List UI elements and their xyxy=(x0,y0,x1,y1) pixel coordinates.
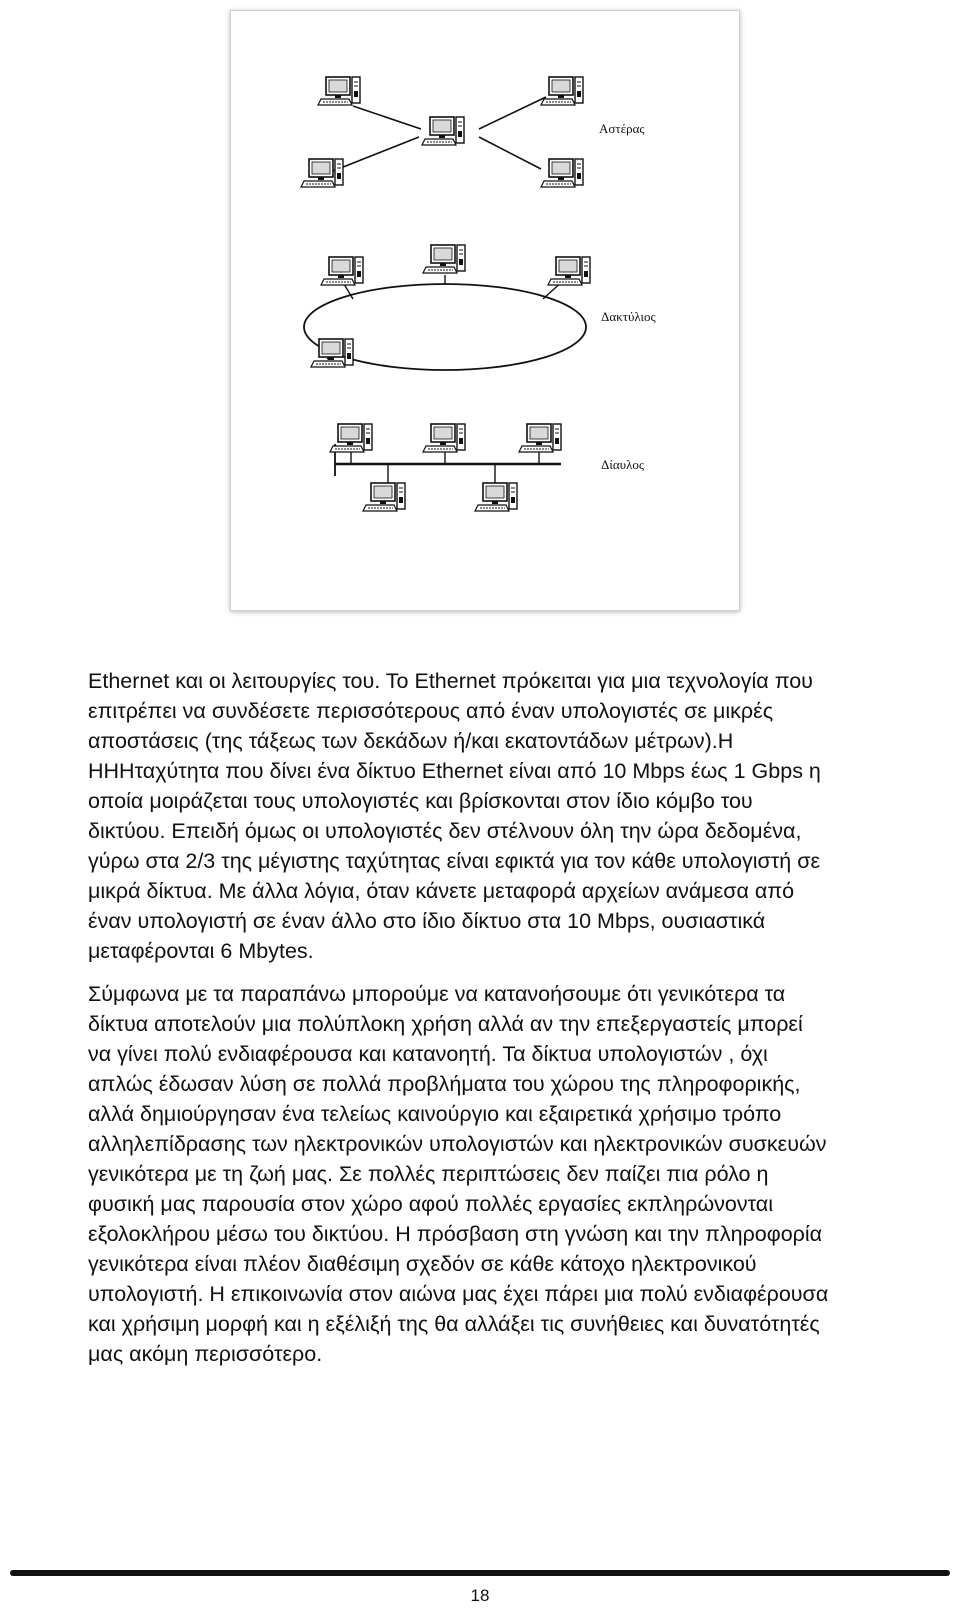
computer-icon xyxy=(330,424,372,452)
text-line: να γίνει πολύ ενδιαφέρουσα και κατανοητή. Τα δίκτυα υπολογιστών , όχι xyxy=(88,1042,768,1066)
computer-icon xyxy=(422,117,464,145)
text-line: μας ακόμη περισσότερο. xyxy=(88,1342,323,1366)
bus-label: Δίαυλος xyxy=(601,457,645,472)
text-line: Σύμφωνα με τα παραπάνω μπορούμε να κατανοήσουμε ότι γενικότερα τα xyxy=(88,982,786,1006)
text-line: μεταφέρονται 6 Mbytes. xyxy=(88,939,314,963)
bus-topology xyxy=(330,424,645,511)
computer-icon xyxy=(519,424,561,452)
star-topology xyxy=(301,77,645,187)
computer-icon xyxy=(318,77,360,105)
computer-icon xyxy=(475,483,517,511)
computer-icon xyxy=(541,77,583,105)
text-line: HHHταχύτητα που δίνει ένα δίκτυο Ethernet είναι από 10 Mbps έως 1 Gbps η xyxy=(88,759,821,783)
network-topologies-figure xyxy=(230,10,740,611)
footer-divider xyxy=(10,1570,950,1576)
topologies-diagram xyxy=(231,11,739,610)
computer-icon xyxy=(541,159,583,187)
text-line: γενικότερα είναι πλέον διαθέσιμη σχεδόν σε κάθε κάτοχο ηλεκτρονικού xyxy=(88,1252,757,1276)
ring-label: Δακτύλιος xyxy=(601,309,656,324)
paragraph-conclusion xyxy=(88,979,928,1369)
text-line: απλώς έδωσαν λύση σε πολλά προβλήματα του χώρου της πληροφορικής, xyxy=(88,1072,801,1096)
paragraph-ethernet xyxy=(88,666,928,966)
text-line: αποστάσεις (της τάξεως των δεκάδων ή/και εκατοντάδων μέτρων).H xyxy=(88,729,734,753)
text-line: και χρήσιμη μορφή και η εξέλιξή της θα αλλάξει τις συνήθειες και δυνατότητές xyxy=(88,1312,820,1336)
computer-icon xyxy=(363,483,405,511)
text-line: φυσική μας παρουσία στον χώρο αφού πολλές εργασίες εκπληρώνονται xyxy=(88,1192,773,1216)
computer-icon xyxy=(423,245,465,273)
computer-icon xyxy=(548,257,590,285)
text-line: γενικότερα με τη ζωή μας. Σε πολλές περιπτώσεις δεν παίζει πια ρόλο η xyxy=(88,1162,769,1186)
text-line: δικτύου. Επειδή όμως οι υπολογιστές δεν στέλνουν όλη την ώρα δεδομένα, xyxy=(88,819,802,843)
computer-icon xyxy=(423,424,465,452)
text-line: οποία μοιράζεται τους υπολογιστές και βρίσκονται στον ίδιο κόμβο του xyxy=(88,789,753,813)
text-line: δίκτυα αποτελούν μια πολύπλοκη χρήση αλλά αν την επεξεργαστείς μπορεί xyxy=(88,1012,803,1036)
text-line: Ethernet και οι λειτουργίες του. Το Ethernet πρόκειται για μια τεχνολογία που xyxy=(88,669,813,693)
computer-icon xyxy=(321,257,363,285)
text-line: υπολογιστή. Η επικοινωνία στον αιώνα μας έχει πάρει μια πολύ ενδιαφέρουσα xyxy=(88,1282,829,1306)
ring-topology xyxy=(304,245,657,370)
star-label: Αστέρας xyxy=(599,121,645,136)
computer-icon xyxy=(301,159,343,187)
page-number: 18 xyxy=(470,1586,490,1605)
text-line: επιτρέπει να συνδέσετε περισσότερους από έναν υπολογιστές σε μικρές xyxy=(88,699,774,723)
text-line: αλληλεπίδρασης των ηλεκτρονικών υπολογιστών και ηλεκτρονικών συσκευών xyxy=(88,1132,827,1156)
text-line: αλλά δημιούργησαν ένα τελείως καινούργιο και εξαιρετικά χρήσιμο τρόπο xyxy=(88,1102,782,1126)
text-line: έναν υπολογιστή σε έναν άλλο στο ίδιο δίκτυο στα 10 Mbps, ουσιαστικά xyxy=(88,909,766,933)
text-line: εξολοκλήρου μέσω του δικτύου. Η πρόσβαση στη γνώση και την πληροφορία xyxy=(88,1222,823,1246)
text-line: μικρά δίκτυα. Με άλλα λόγια, όταν κάνετε μεταφορά αρχείων ανάμεσα από xyxy=(88,879,795,903)
text-line: γύρω στα 2/3 της μέγιστης ταχύτητας είναι εφικτά για τον κάθε υπολογιστή σε xyxy=(88,849,821,873)
